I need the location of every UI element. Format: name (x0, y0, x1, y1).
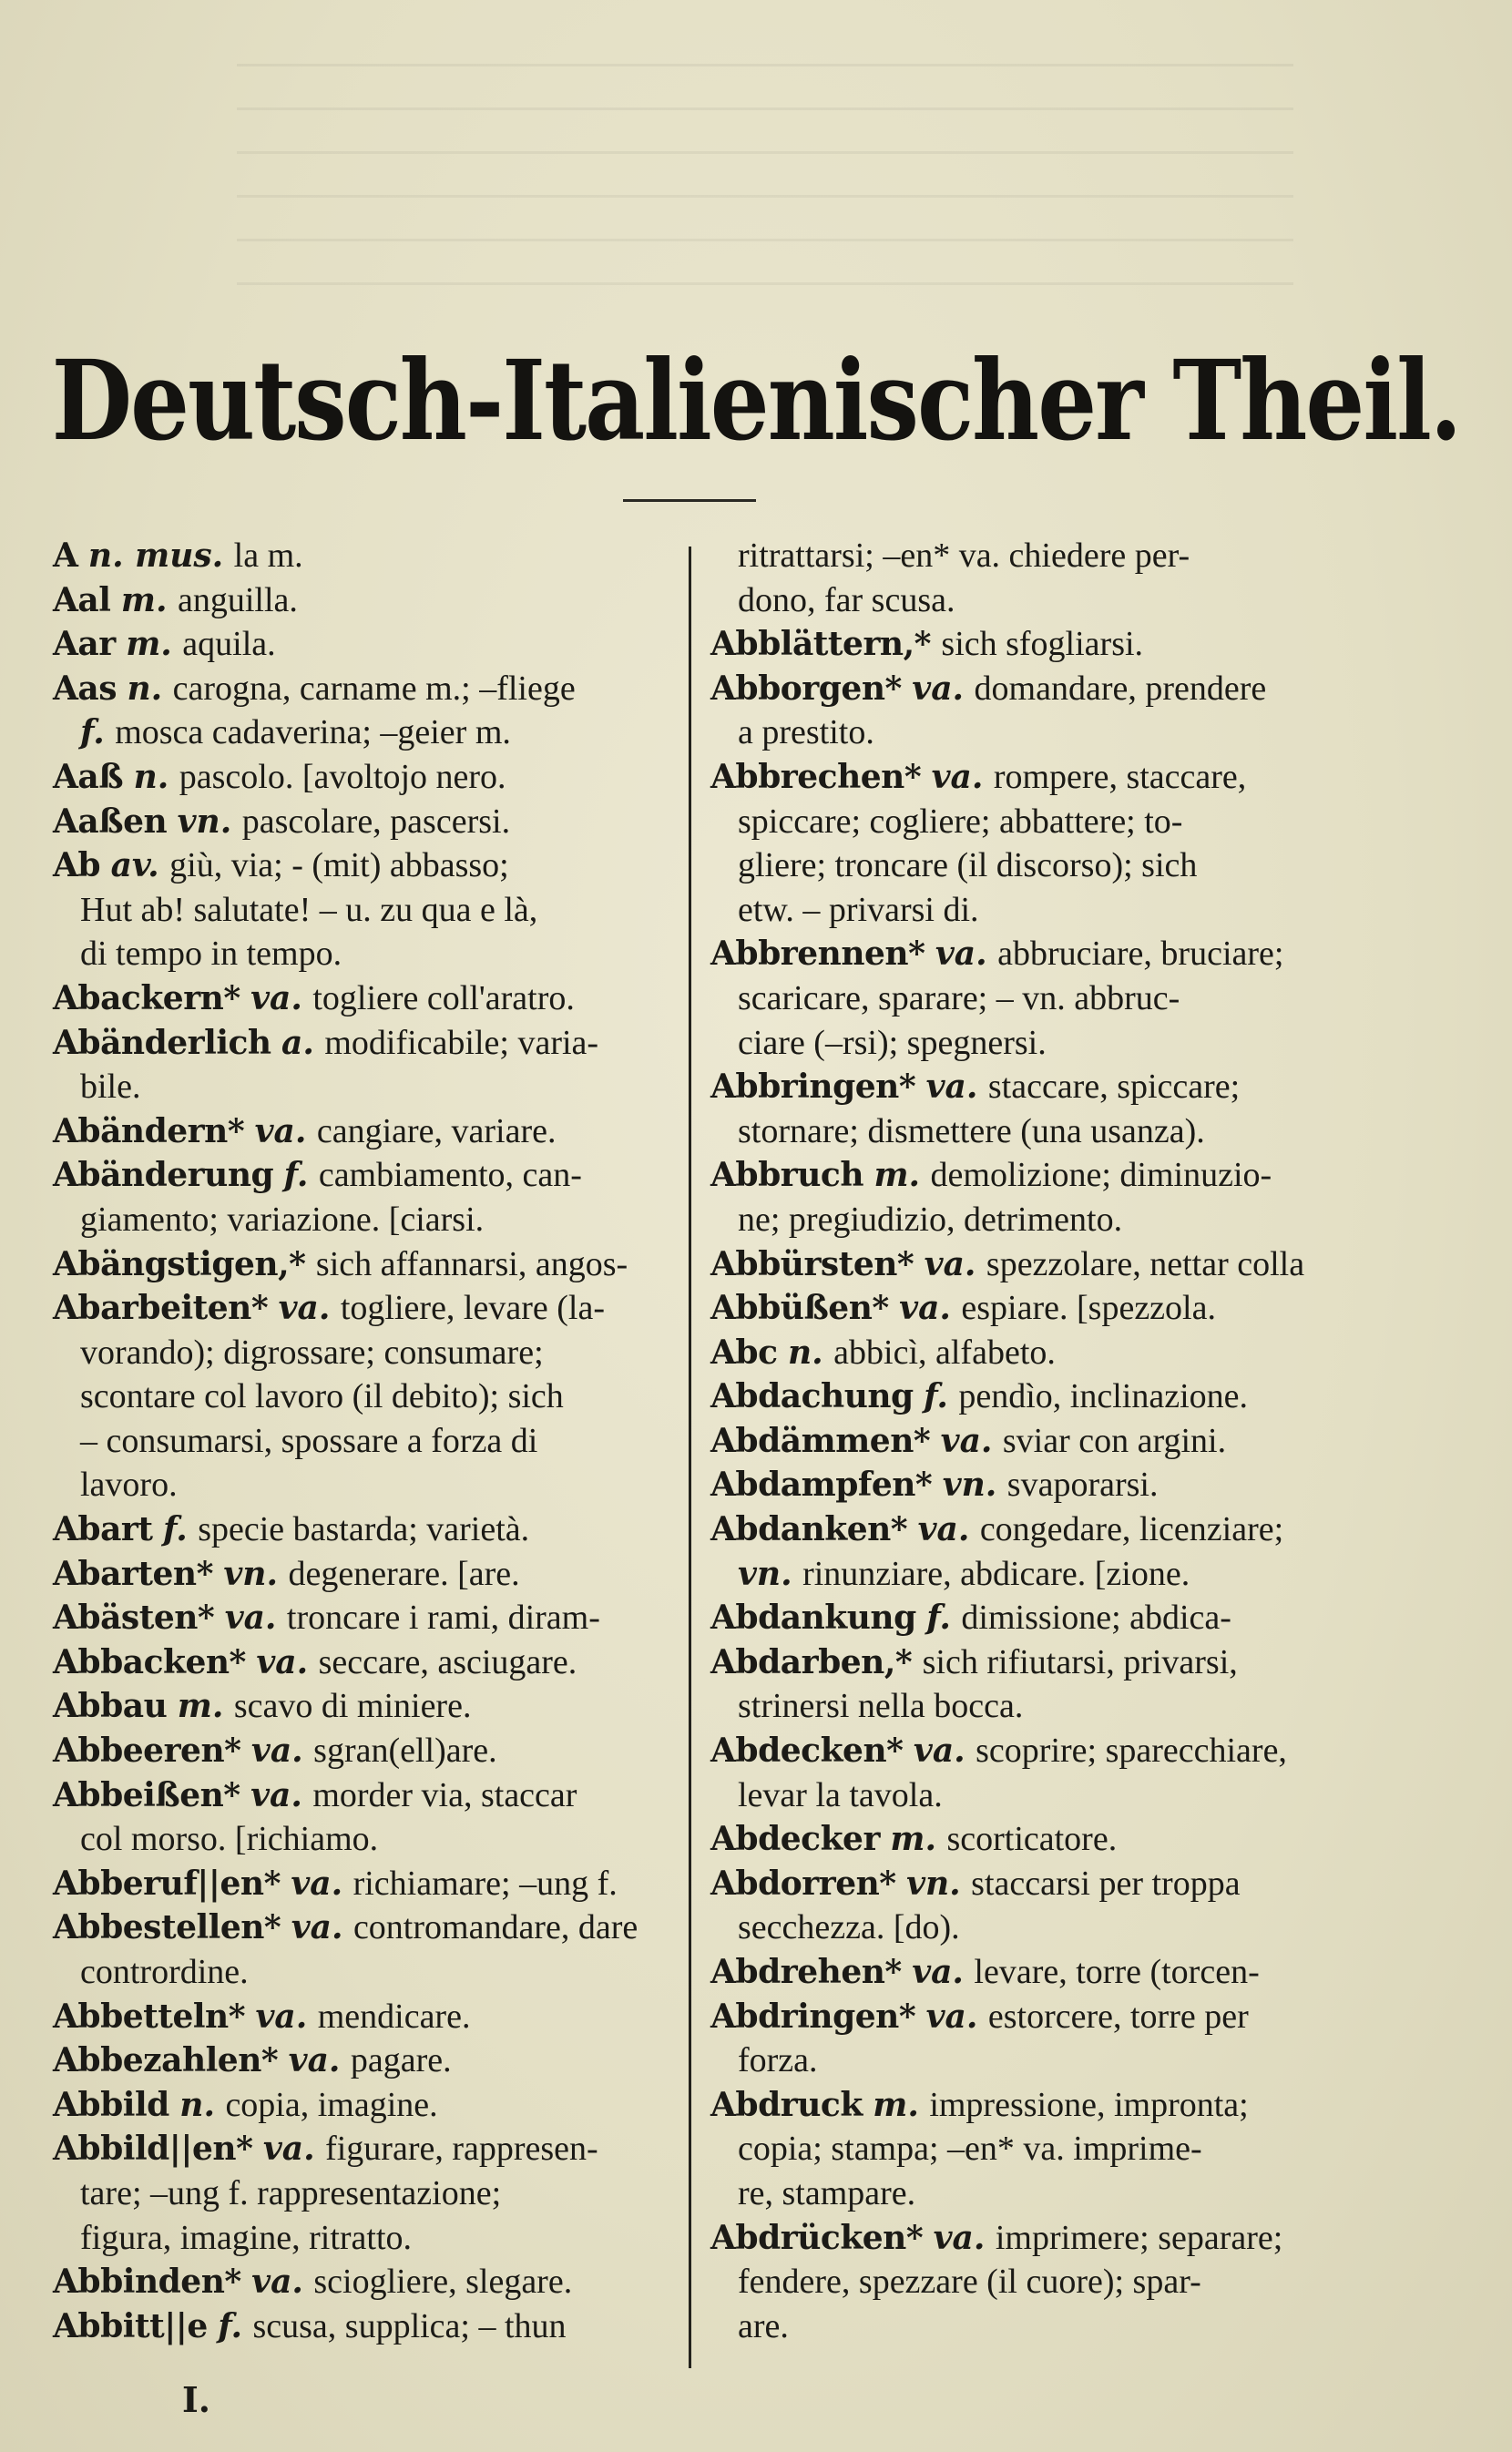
translation-text: sciogliere, slegare. (313, 2263, 573, 2302)
dictionary-line (710, 1862, 1366, 1906)
headword: A (53, 536, 78, 575)
headword: Abbacken* (53, 1642, 246, 1681)
dictionary-line (710, 800, 1366, 844)
dictionary-line (53, 1109, 681, 1154)
translation-text: mosca cadaverina; –geier m. (115, 713, 511, 752)
translation-text: scusa, supplica; – thun (252, 2306, 567, 2345)
translation-text: secchezza. [do). (738, 1908, 960, 1947)
headword: Abbestellen* (53, 1908, 281, 1947)
dictionary-line (710, 932, 1366, 976)
grammar-label: va. (940, 1421, 993, 1460)
dictionary-line (53, 1817, 681, 1862)
grammar-label: f. (80, 713, 105, 752)
grammar-label: f. (283, 1156, 309, 1195)
headword: Aal (53, 580, 111, 619)
translation-text: modificabile; varia- (324, 1023, 599, 1062)
grammar-label: va. (291, 1908, 343, 1947)
dictionary-line (53, 1153, 681, 1198)
translation-text: la m. (233, 536, 303, 575)
translation-text: levare, torre (torcen- (974, 1953, 1260, 1991)
grammar-label: va. (912, 669, 965, 708)
grammar-label: va. (278, 1289, 331, 1328)
dictionary-line (710, 534, 1366, 578)
grammar-label: va. (262, 2130, 315, 2169)
translation-text: vorando); digrossare; consumare; (80, 1333, 544, 1372)
grammar-label: va. (925, 1997, 978, 2036)
translation-text: re, stampare. (738, 2173, 916, 2212)
dictionary-line (710, 2260, 1366, 2304)
dictionary-line (710, 1640, 1366, 1685)
grammar-label: va. (250, 1732, 303, 1771)
dictionary-line (53, 1463, 681, 1507)
dictionary-line (710, 1419, 1366, 1464)
headword: Abdrehen* (710, 1953, 902, 1991)
dictionary-line (53, 1905, 681, 1950)
dictionary-line (53, 1331, 681, 1375)
translation-text: abbicì, alfabeto. (833, 1333, 1056, 1372)
dictionary-line (710, 1198, 1366, 1242)
headword: Aas (53, 669, 117, 708)
translation-text: strinersi nella bocca. (738, 1687, 1024, 1726)
dictionary-line (53, 1065, 681, 1109)
dictionary-line (53, 888, 681, 933)
translation-text: abbruciare, bruciare; (997, 935, 1284, 974)
grammar-label: n. (127, 669, 163, 708)
grammar-label: va. (250, 978, 302, 1017)
grammar-label: va. (912, 1953, 964, 1991)
grammar-label: va. (251, 2263, 303, 2302)
dictionary-line (53, 2304, 681, 2349)
dictionary-line (53, 1596, 681, 1640)
headword: Abdanken* (710, 1510, 908, 1549)
translation-text: spezzolare, nettar colla (986, 1244, 1305, 1283)
translation-text: morder via, staccar (312, 1775, 577, 1814)
headword: Aar (53, 625, 116, 664)
translation-text: levar la tavola. (738, 1775, 943, 1814)
headword: Abackern* (53, 978, 240, 1017)
dictionary-line (710, 1905, 1366, 1950)
translation-text: ciare (–rsi); spegnersi. (738, 1023, 1047, 1062)
translation-text: cambiamento, can- (318, 1156, 582, 1195)
headword: Abdachung (710, 1377, 914, 1416)
translation-text: sgran(ell)are. (313, 1732, 497, 1771)
dictionary-line (53, 2171, 681, 2216)
grammar-label: vn. (223, 1554, 279, 1593)
grammar-label: va. (255, 1997, 308, 2036)
dictionary-line (710, 1021, 1366, 1066)
headword: Abänderlich (53, 1023, 271, 1062)
translation-text: rompere, staccare, (993, 757, 1247, 796)
headword: Abändern* (53, 1111, 245, 1150)
translation-text: figurare, rappresen- (325, 2130, 598, 2169)
translation-text: mendicare. (317, 1997, 471, 2036)
dictionary-line (53, 1729, 681, 1773)
dictionary-line (710, 1995, 1366, 2039)
dictionary-line (710, 1153, 1366, 1198)
headword: Abdämmen* (710, 1421, 931, 1460)
headword: Abdecker (710, 1820, 880, 1859)
headword: Abbruch (710, 1156, 864, 1195)
dictionary-line (710, 622, 1366, 667)
translation-text: richiamare; –ung f. (352, 1864, 618, 1903)
dictionary-line (710, 2038, 1366, 2083)
dictionary-line (53, 578, 681, 623)
headword: Abdringen* (710, 1997, 916, 2036)
grammar-label: va. (925, 1068, 978, 1107)
translation-text: di tempo in tempo. (80, 935, 342, 974)
dictionary-line (53, 976, 681, 1021)
translation-text: bile. (80, 1068, 141, 1107)
headword: Abdruck (710, 2085, 863, 2124)
grammar-label: vn. (906, 1864, 961, 1903)
dictionary-line (53, 710, 681, 755)
headword: Abbitt||e (53, 2306, 208, 2345)
translation-text: specie bastarda; varietà. (198, 1510, 530, 1549)
right-column (710, 534, 1366, 2348)
dictionary-line (710, 1596, 1366, 1640)
grammar-label: n. mus. (87, 536, 224, 575)
dictionary-line (710, 755, 1366, 800)
dictionary-line (53, 1507, 681, 1552)
headword: Aaß (53, 757, 124, 796)
dictionary-line (710, 2127, 1366, 2171)
grammar-label: va. (254, 1111, 307, 1150)
dictionary-line (53, 2083, 681, 2128)
translation-text: scontare col lavoro (il debito); sich (80, 1377, 564, 1416)
title-rule (623, 499, 756, 502)
translation-text: staccare, spiccare; (987, 1068, 1241, 1107)
grammar-label: va. (935, 935, 987, 974)
headword: Abborgen* (710, 669, 902, 708)
dictionary-line (710, 1552, 1366, 1597)
translation-text: gliere; troncare (il discorso); sich (738, 846, 1198, 885)
dictionary-line (53, 1242, 681, 1287)
folio-mark: I. (182, 2379, 211, 2420)
dictionary-line (710, 2083, 1366, 2128)
show-through-text (237, 64, 1293, 301)
grammar-label: va. (917, 1510, 970, 1549)
headword: Abdecken* (710, 1732, 904, 1771)
headword: Abbild (53, 2085, 169, 2124)
translation-text: scorticatore. (946, 1820, 1118, 1859)
dictionary-line (53, 1286, 681, 1331)
dictionary-line (710, 710, 1366, 755)
translation-text: stornare; dismettere (una usanza). (738, 1111, 1205, 1150)
dictionary-line (710, 1331, 1366, 1375)
grammar-label: a. (281, 1023, 314, 1062)
dictionary-line (710, 667, 1366, 711)
translation-text: forza. (738, 2041, 818, 2080)
dictionary-line (710, 1109, 1366, 1154)
dictionary-line (710, 2304, 1366, 2349)
grammar-label: va. (256, 1642, 309, 1681)
headword: Abbüßen* (710, 1289, 889, 1328)
headword: Abängstigen,* (53, 1244, 306, 1283)
grammar-label: m. (890, 1820, 936, 1859)
translation-text: copia; stampa; –en* va. imprime- (738, 2130, 1202, 2169)
translation-text: are. (738, 2306, 789, 2345)
translation-text: pascolo. [avoltojo nero. (179, 757, 506, 796)
dictionary-line (53, 1198, 681, 1242)
translation-text: impressione, impronta; (929, 2085, 1249, 2124)
dictionary-line (710, 1242, 1366, 1287)
translation-text: imprimere; separare; (995, 2218, 1283, 2257)
grammar-label: vn. (177, 802, 232, 841)
translation-text: ritrattarsi; –en* va. chiedere per- (738, 536, 1190, 575)
grammar-label: f. (218, 2306, 243, 2345)
headword: Abbild||en* (53, 2130, 253, 2169)
grammar-label: vn. (942, 1466, 997, 1505)
translation-text: congedare, licenziare; (979, 1510, 1284, 1549)
dictionary-line (710, 843, 1366, 888)
grammar-label: m. (120, 580, 168, 619)
headword: Abart (53, 1510, 153, 1549)
dictionary-line (53, 2260, 681, 2304)
headword: Abberuf||en* (53, 1864, 281, 1903)
dictionary-line (710, 2171, 1366, 2216)
translation-text: dimissione; abdica- (961, 1599, 1231, 1638)
translation-text: demolizione; diminuzio- (930, 1156, 1272, 1195)
dictionary-line (53, 2127, 681, 2171)
dictionary-line (53, 1862, 681, 1906)
translation-text: col morso. [richiamo. (80, 1820, 379, 1859)
dictionary-line (53, 800, 681, 844)
headword: Abbetteln* (53, 1997, 246, 2036)
headword: Abbeißen* (53, 1775, 240, 1814)
dictionary-line (53, 1640, 681, 1685)
headword: Abblättern,* (710, 625, 931, 664)
translation-text: dono, far scusa. (738, 580, 955, 619)
grammar-label: va. (924, 1244, 976, 1283)
translation-text: contrordine. (80, 1953, 249, 1991)
dictionary-line (53, 932, 681, 976)
translation-text: scoprire; sparecchiare, (976, 1732, 1287, 1771)
translation-text: estorcere, torre per (987, 1997, 1249, 2036)
translation-text: anguilla. (177, 580, 298, 619)
dictionary-line (710, 1817, 1366, 1862)
dictionary-line (710, 888, 1366, 933)
translation-text: carogna, carname m.; –fliege (172, 669, 576, 708)
translation-text: sich sfogliarsi. (941, 625, 1144, 664)
translation-text: figura, imagine, ritratto. (80, 2218, 413, 2257)
translation-text: togliere coll'aratro. (312, 978, 575, 1017)
headword: Abarbeiten* (53, 1289, 269, 1328)
dictionary-line (710, 1729, 1366, 1773)
headword: Abdampfen* (710, 1466, 933, 1505)
dictionary-line (710, 1286, 1366, 1331)
dictionary-line (710, 1684, 1366, 1729)
translation-text: fendere, spezzare (il cuore); spar- (738, 2263, 1201, 2302)
translation-text: pascolare, pascersi. (241, 802, 511, 841)
dictionary-line (710, 1065, 1366, 1109)
dictionary-line (53, 1995, 681, 2039)
headword: Abbrechen* (710, 757, 922, 796)
translation-text: scavo di miniere. (233, 1687, 472, 1726)
dictionary-line (53, 1684, 681, 1729)
page-title: Deutsch-Italienischer Theil. (51, 337, 1461, 466)
translation-text: domandare, prendere (974, 669, 1267, 708)
translation-text: giù, via; - (mit) abbasso; (169, 846, 509, 885)
dictionary-line (53, 1950, 681, 1995)
grammar-label: va. (931, 757, 984, 796)
dictionary-line (710, 1773, 1366, 1818)
translation-text: seccare, asciugare. (318, 1642, 577, 1681)
translation-text: Hut ab! salutate! – u. zu qua e là, (80, 890, 538, 929)
dictionary-line (53, 755, 681, 800)
headword: Abbürsten* (710, 1244, 914, 1283)
headword: Abästen* (53, 1599, 215, 1638)
grammar-label: n. (133, 757, 169, 796)
grammar-label: n. (787, 1333, 823, 1372)
translation-text: ne; pregiudizio, detrimento. (738, 1200, 1123, 1239)
dictionary-line (710, 1463, 1366, 1507)
headword: Abbinden* (53, 2263, 241, 2302)
translation-text: aquila. (182, 625, 276, 664)
grammar-label: av. (110, 846, 159, 885)
headword: Abbringen* (710, 1068, 916, 1107)
grammar-label: vn. (738, 1554, 792, 1593)
dictionary-line (710, 1507, 1366, 1552)
dictionary-line (53, 1374, 681, 1419)
grammar-label: n. (179, 2085, 215, 2124)
translation-text: – consumarsi, spossare a forza di (80, 1421, 538, 1460)
translation-text: rinunziare, abdicare. [zione. (802, 1554, 1190, 1593)
headword: Abänderung (53, 1156, 274, 1195)
grammar-label: m. (126, 625, 172, 664)
translation-text: tare; –ung f. rappresentazione; (80, 2173, 502, 2212)
dictionary-line (53, 622, 681, 667)
translation-text: sviar con argini. (1002, 1421, 1227, 1460)
dictionary-line (710, 2216, 1366, 2261)
headword: Abdankung (710, 1599, 916, 1638)
dictionary-line (710, 1950, 1366, 1995)
translation-text: a prestito. (738, 713, 874, 752)
translation-text: lavoro. (80, 1466, 178, 1505)
translation-text: togliere, levare (la- (340, 1289, 605, 1328)
dictionary-line (53, 2216, 681, 2261)
dictionary-line (53, 1552, 681, 1597)
translation-text: sich affannarsi, angos- (315, 1244, 628, 1283)
translation-text: cangiare, variare. (316, 1111, 557, 1150)
grammar-label: f. (162, 1510, 188, 1549)
headword: Abarten* (53, 1554, 213, 1593)
grammar-label: m. (873, 2085, 919, 2124)
grammar-label: va. (913, 1732, 965, 1771)
translation-text: contromandare, dare (352, 1908, 639, 1947)
dictionary-line (53, 1419, 681, 1464)
grammar-label: m. (177, 1687, 224, 1726)
translation-text: copia, imagine. (225, 2085, 438, 2124)
translation-text: troncare i rami, diram- (286, 1599, 600, 1638)
translation-text: etw. – privarsi di. (738, 890, 979, 929)
headword: Abbau (53, 1687, 168, 1726)
translation-text: espiare. [spezzola. (961, 1289, 1216, 1328)
grammar-label: m. (873, 1156, 921, 1195)
grammar-label: va. (933, 2218, 986, 2257)
headword: Abdrücken* (710, 2218, 924, 2257)
grammar-label: va. (224, 1599, 277, 1638)
dictionary-line (710, 578, 1366, 623)
headword: Aaßen (53, 802, 168, 841)
grammar-label: va. (288, 2041, 341, 2080)
dictionary-line (710, 1374, 1366, 1419)
headword: Abbezahlen* (53, 2041, 279, 2080)
translation-text: sich rifiutarsi, privarsi, (922, 1642, 1238, 1681)
grammar-label: f. (926, 1599, 951, 1638)
dictionary-line (53, 843, 681, 888)
dictionary-line (53, 667, 681, 711)
translation-text: scaricare, sparare; – vn. abbruc- (738, 978, 1180, 1017)
translation-text: staccarsi per troppa (971, 1864, 1241, 1903)
dictionary-line (53, 534, 681, 578)
headword: Ab (53, 846, 101, 885)
column-divider (689, 547, 691, 2368)
grammar-label: f. (924, 1377, 948, 1416)
translation-text: giamento; variazione. [ciarsi. (80, 1200, 485, 1239)
headword: Abdarben,* (710, 1642, 913, 1681)
dictionary-line (710, 976, 1366, 1021)
grammar-label: va. (899, 1289, 951, 1328)
dictionary-line (53, 1021, 681, 1066)
grammar-label: va. (250, 1775, 302, 1814)
translation-text: degenerare. [are. (288, 1554, 520, 1593)
left-column (53, 534, 681, 2348)
translation-text: pendìo, inclinazione. (958, 1377, 1248, 1416)
headword: Abc (710, 1333, 778, 1372)
dictionary-line (53, 1773, 681, 1818)
headword: Abdorren* (710, 1864, 896, 1903)
headword: Abbeeren* (53, 1732, 241, 1771)
dictionary-line (53, 2038, 681, 2083)
translation-text: pagare. (350, 2041, 452, 2080)
headword: Abbrennen* (710, 935, 925, 974)
grammar-label: va. (291, 1864, 343, 1903)
translation-text: svaporarsi. (1006, 1466, 1159, 1505)
translation-text: spiccare; cogliere; abbattere; to- (738, 802, 1183, 841)
